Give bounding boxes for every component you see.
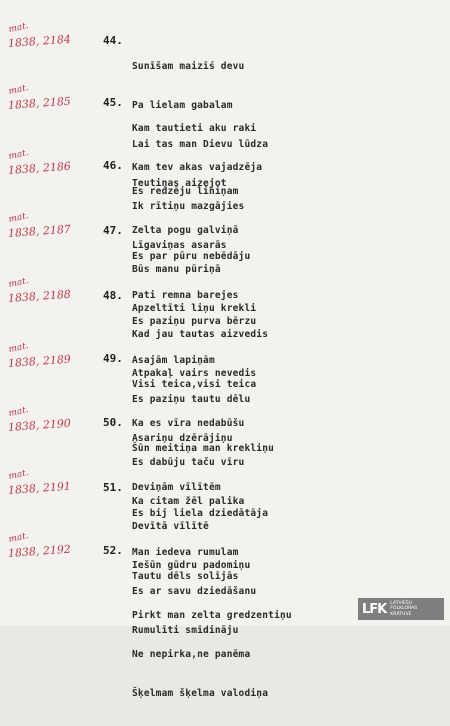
logo-text: LATVIEŠU FOLKLORAS KRĀTUVE — [390, 600, 418, 617]
verse-line: Apzeltīti liņu krekli — [132, 303, 257, 314]
verse-line: Es redzēju liniņam — [132, 186, 239, 197]
verse-line: Es paziņu tautu dēlu — [132, 394, 251, 405]
verse-line: Būs manu pūriņā — [132, 264, 221, 275]
song-number: 50. — [103, 416, 123, 429]
verse-line: Ka es vīra nedabūšu — [132, 418, 245, 429]
verse-line: Devītā vīlītē — [132, 521, 209, 532]
archive-note: mat. 1838, 2184 — [7, 21, 72, 50]
logo-mark: LFK — [362, 601, 387, 617]
song-number: 47. — [103, 224, 123, 237]
verse-line: Deviņām vīlītēm — [132, 482, 221, 493]
verse-line: Rumulīti smīdināju — [132, 625, 239, 636]
verse-line: Es par pūru nebēdāju — [132, 251, 251, 262]
verse-line: Teutiņas aizejot — [132, 178, 227, 189]
verse-line: Līgaviņas asarās — [132, 240, 227, 251]
verse-line: Zelta pogu galviņā — [132, 225, 239, 236]
song-number: 45. — [103, 96, 123, 109]
verse-line: Asariņu dzērājiņu — [132, 433, 233, 444]
verse-line: Šķelmam šķelma valodiņa — [132, 688, 269, 699]
archive-note: mat. 1838, 2185 — [7, 83, 72, 112]
archive-note: mat. 1838, 2189 — [7, 341, 72, 370]
song-text — [132, 544, 292, 726]
verse-line: Ne nepirka,ne panēma — [132, 649, 251, 660]
song-number: 51. — [103, 481, 123, 494]
verse-line: Tautu dēls solījās — [132, 571, 239, 582]
verse-line: Kam tev akas vajadzēja — [132, 162, 263, 173]
verse-line: Sunīšam maizīś devu — [132, 61, 245, 72]
verse-line: Iešūn gūdru padomiņu — [132, 560, 251, 571]
verse-line: Šūn meitiņa man krekliņu — [132, 443, 275, 454]
archive-note: mat. 1838, 2186 — [7, 148, 72, 177]
verse-line: Es bij liela dziedātāja — [132, 508, 269, 519]
verse-line: Kam tautieti aku raki — [132, 123, 257, 134]
verse-line: Pati remna barejes — [132, 290, 239, 301]
archive-note: mat. 1838, 2190 — [7, 405, 72, 434]
verse-line: Pa lielam gabalam — [132, 100, 233, 111]
archive-note: mat. 1838, 2192 — [7, 531, 72, 560]
song-number: 48. — [103, 289, 123, 302]
song-number: 46. — [103, 159, 123, 172]
song-number: 49. — [103, 352, 123, 365]
verse-line: Es ar savu dziedāšanu — [132, 586, 257, 597]
verse-line: Es paziņu purva bērzu — [132, 316, 257, 327]
archive-note: mat. 1838, 2187 — [7, 211, 72, 240]
verse-line: Es dabūju taču vīru — [132, 457, 245, 468]
verse-line: Visi teica,visi teica — [132, 379, 257, 390]
verse-line: Ka citam žēl palika — [132, 496, 245, 507]
song-number: 52. — [103, 544, 123, 557]
verse-line: Kad jau tautas aizvedis — [132, 329, 269, 340]
song-number: 44. — [103, 34, 123, 47]
archive-logo — [358, 598, 444, 620]
verse-line: Ik rītiņu mazgājies — [132, 201, 245, 212]
verse-line: Lai tas man Dievu lūdza — [132, 139, 269, 150]
verse-line: Pirkt man zelta gredzentiņu — [132, 610, 292, 621]
archive-note: mat. 1838, 2191 — [7, 468, 72, 497]
verse-line: Asajām lapiņām — [132, 355, 215, 366]
archive-note: mat. 1838, 2188 — [7, 276, 72, 305]
verse-line: Atpakaļ vairs nevedis — [132, 368, 257, 379]
verse-line: Man iedeva rumulam — [132, 547, 239, 558]
